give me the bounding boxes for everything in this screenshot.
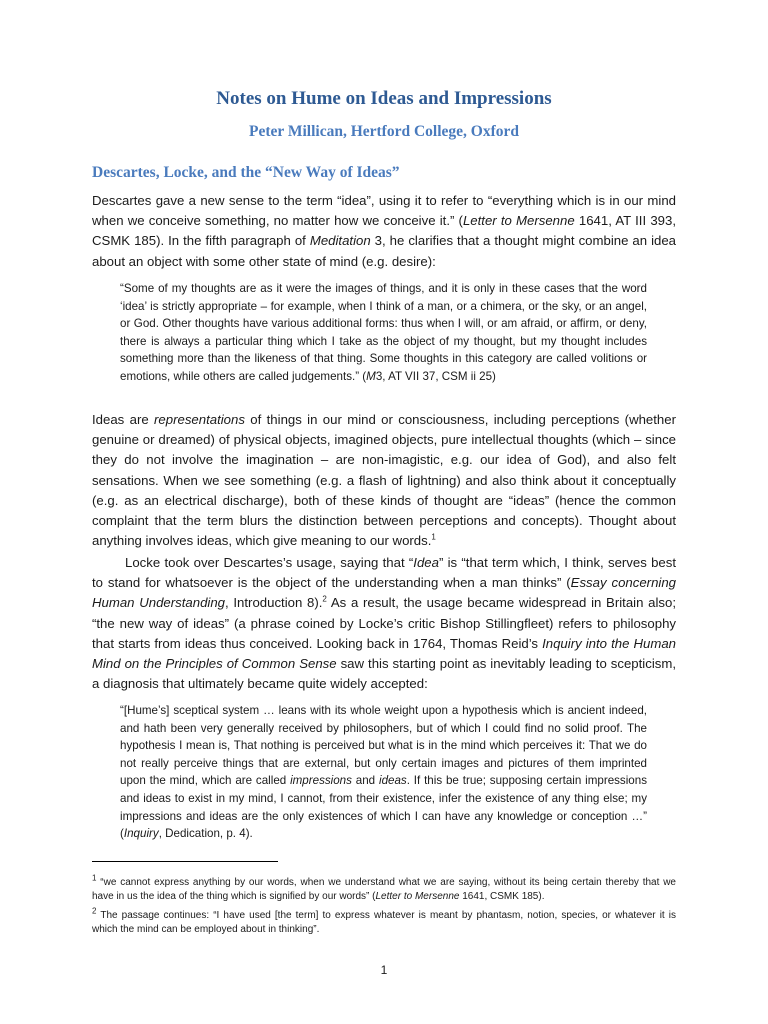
section-heading: Descartes, Locke, and the “New Way of Ideas” <box>92 164 400 181</box>
paragraph-ideas: Ideas are representations of things in our mind or consciousness, including perceptions (whether genuine or dreamed) of physical objects, imagined objects, pure intellectual thoughts (which – since they do not involve the imagination – are non-imagistic, e.g. our idea of God), and also felt sensations. When we see something (e.g. a flash of lightning) and also think about it conceptually (e.g. as an electrical discharge), both of these kinds of thought are “ideas” (hence the common complaint that the term blurs the distinction between perceptions and concepts). Thought about anything involves ideas, which give meaning to our words.$^1$ <box>92 412 676 549</box>
paragraph-descartes: Descartes gave a new sense to the term “idea”, using it to refer to “everything which is in our mind when we conceive something, no matter how we conceive it.” (Letter to Mersenne 1641, AT III 393, CSMK 185). In the fifth paragraph of Meditation 3, he clarifies that a thought might combine an idea about an object with some other state of mind (e.g. desire): <box>92 193 677 269</box>
block-quote-reid: “[Hume’s] sceptical system … leans with its whole weight upon a hypothesis which is ancient indeed, and hath been very generally received by philosophers, but of which I could find no solid proof. The hypothesis I mean is, That nothing is perceived but what is in the mind which perceives it: That we do not really perceive things that are external, but only certain images and pictures of them imprinted upon the mind, which are called impressions and ideas. If this be true; supposing certain impressions and ideas to exist in my mind, I cannot, from their existence, infer the existence of any thing else; my impressions and ideas are the only existences of which I can have any knowledge or conception …” (Inquiry, Dedication, p. 4). <box>120 704 647 841</box>
footnote-2: $^2$ The passage continues: “I have used [the term] to express whatever is meant by phantasm, notion, species, or whatever it is which the mind can be employed about in thinking”. <box>92 906 676 936</box>
document-title: Notes on Hume on Ideas and Impressions <box>216 88 552 109</box>
footnote-ref-1: 1 <box>431 532 436 542</box>
block-quote-meditation: “Some of my thoughts are as it were the images of things, and it is only in these cases that the word ‘idea’ is strictly appropriate – for example, when I think of a man, or a chimera, or the sky, or an angel, or God. Other thoughts have various additional forms: thus when I will, or am afraid, or affirm, or deny, there is always a particular thing which I take as the object of my thought, but my thought includes something more than the likeness of that thing. Some thoughts in this category are called volitions or emotions, while others are called judgements.” (M3, AT VII 37, CSM ii 25) <box>120 282 647 383</box>
footnote-ref-2: 2 <box>322 595 327 605</box>
footnote-separator <box>92 861 278 862</box>
paragraph-locke: Locke took over Descartes’s usage, saying that “Idea” is “that term which, I think, serves best to stand for whatsoever is the object of the understanding when a man thinks” (Essay concerning Human Understanding, Introduction 8).$^2$ As a result, the usage became widespread in Britain also; “the new way of ideas” (a phrase coined by Locke’s critic Bishop Stillingfleet) refers to philosophy that starts from ideas thus conceived. Looking back in 1764, Thomas Reid’s Inquiry into the Human Mind on the Principles of Common Sense saw this starting point as inevitably leading to scepticism, a diagnosis that ultimately became quite widely accepted: <box>92 555 677 692</box>
page-number: 1 <box>380 963 388 977</box>
author-line: Peter Millican, Hertford College, Oxford <box>248 123 520 140</box>
footnote-1: $^1$ “we cannot express anything by our words, when we understand what we are saying, without its being certain thereby that we have in us the idea of the thing which is signified by our words” (Letter to Mersenne 1641, CSMK 185). <box>92 873 676 903</box>
